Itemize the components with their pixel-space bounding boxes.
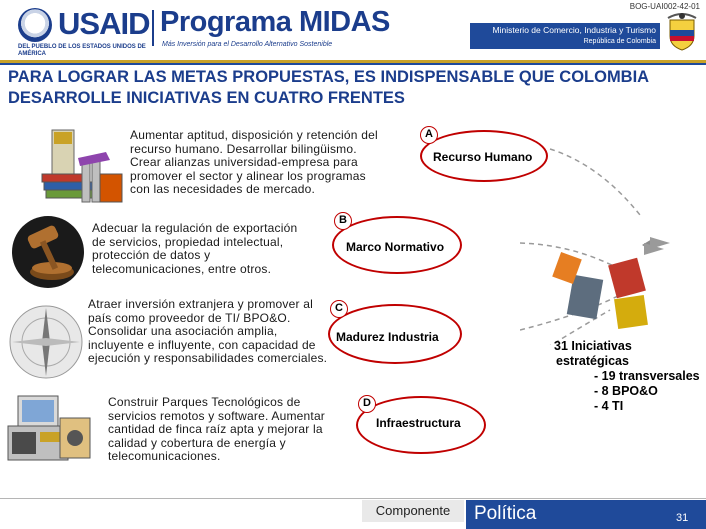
summary-line-5: - 4 TI xyxy=(594,399,624,413)
document-code: BOG-UAI002-42-01 xyxy=(629,2,700,11)
page-title: PARA LOGRAR LAS METAS PROPUESTAS, ES INDISPENSABLE QUE COLOMBIA DESARROLLE INICIATIVAS EN CUATRO FRENTES xyxy=(8,68,649,107)
front-a-description: Aumentar aptitud, disposición y retención del recurso humano. Desarrollar bilingüismo. Crear alianzas universidad-empresa para promover el sector y alinear los programas con las necesidades de mercado. xyxy=(130,128,378,196)
coat-of-arms-icon xyxy=(664,12,700,52)
usaid-subtitle: DEL PUEBLO DE LOS ESTADOS UNIDOS DE AMÉRICA xyxy=(18,44,146,57)
front-d-description: Construir Parques Tecnológicos de servicios remotos y software. Aumentar cantidad de finca raíz apta y mejorar la calidad y cobertura de energía y telecomunicaciones. xyxy=(108,395,326,463)
footer-componente: Componente xyxy=(362,500,464,522)
books-icon xyxy=(40,124,126,210)
gavel-icon xyxy=(8,212,88,292)
summary-line-1: 31 Iniciativas xyxy=(554,339,632,353)
front-c-description: Atraer inversión extranjera y promover al país como proveedor de TI/ BPO&O. Consolidar una asociación amplia, incluyente e influyente, con capacidad de ejecución y responsabilidades comerciales. xyxy=(88,297,328,365)
front-d-label: Infraestructura xyxy=(376,416,461,430)
front-c-label: Madurez Industria xyxy=(336,330,439,344)
header-divider xyxy=(152,10,154,46)
republic-name: República de Colombia xyxy=(583,38,656,45)
front-d-letter: D xyxy=(358,395,376,413)
page-number: 31 xyxy=(676,512,689,524)
program-title: Programa MIDAS xyxy=(160,6,390,38)
footer-politica-label: Política xyxy=(474,503,537,524)
front-a-label: Recurso Humano xyxy=(433,150,533,164)
front-c-letter: C xyxy=(330,300,348,318)
ministry-name: Ministerio de Comercio, Industria y Turismo xyxy=(492,25,656,35)
computer-icon xyxy=(4,392,94,472)
footer-rule xyxy=(0,498,706,499)
summary-line-4: - 8 BPO&O xyxy=(594,384,658,398)
program-subtitle: Más Inversión para el Desarrollo Alternativo Sostenible xyxy=(162,41,333,48)
usaid-seal-icon xyxy=(18,8,52,42)
header xyxy=(0,0,706,58)
initiatives-summary xyxy=(548,339,706,414)
front-b-description: Adecuar la regulación de exportación de servicios, propiedad intelectual, protección de datos y telecomunicaciones, entre otros. xyxy=(92,221,298,276)
front-a-letter: A xyxy=(420,126,438,144)
summary-line-2: estratégicas xyxy=(556,354,629,368)
compass-icon xyxy=(4,300,88,384)
usaid-logo-text: USAID xyxy=(58,6,150,41)
header-rule-blue xyxy=(0,63,706,65)
front-b-letter: B xyxy=(334,212,352,230)
converging-arrows-graphic xyxy=(520,145,706,345)
front-b-label: Marco Normativo xyxy=(346,240,445,254)
summary-line-3: - 19 transversales xyxy=(594,369,700,383)
